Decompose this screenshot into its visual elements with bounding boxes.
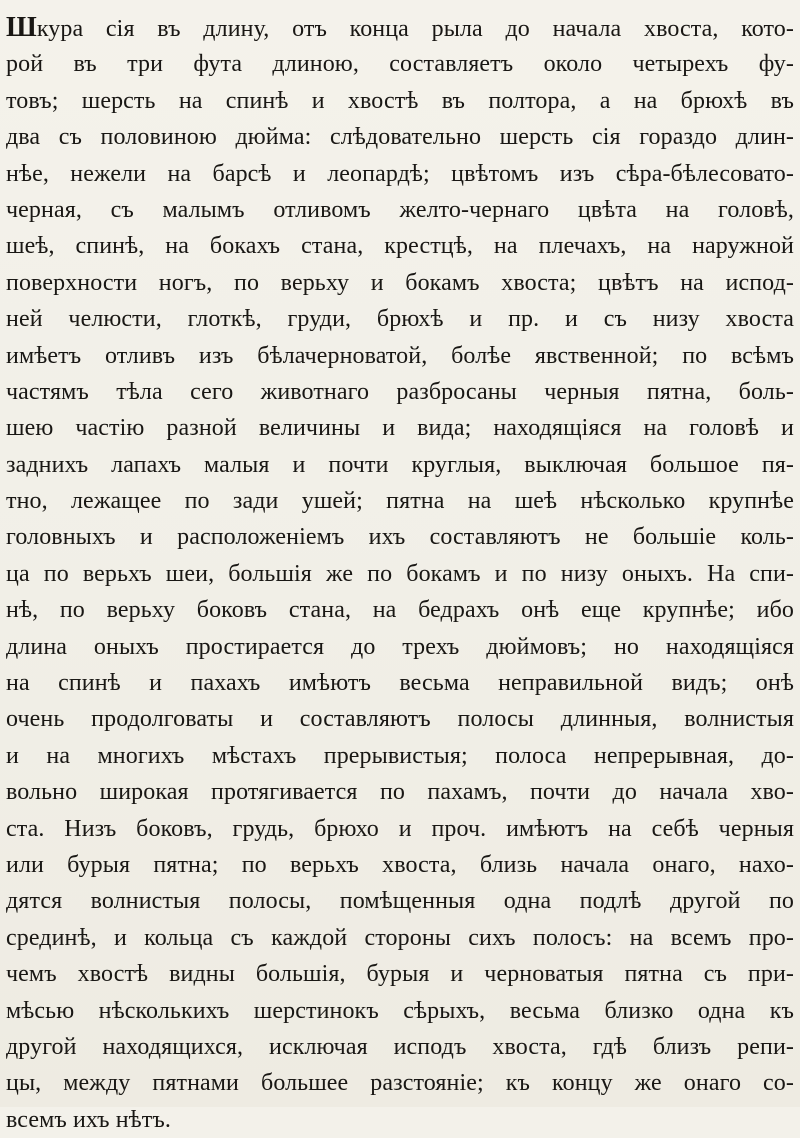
text-line: частямъ тѣла сего животнаго разбросаны черныя пятна, боль- <box>6 378 794 405</box>
text-line: Шкура сія въ длину, отъ конца рыла до начала хвоста, кото- <box>6 12 794 43</box>
text-line: другой находящихся, исключая исподъ хвоста, гдѣ близъ репи- <box>6 1033 794 1060</box>
text-line: очень продолговаты и составляютъ полосы длинныя, волнистыя <box>6 706 794 733</box>
text-line: или бурыя пятна; по верьхъ хвоста, близь начала онаго, нахо- <box>6 851 794 878</box>
text-line: мѣсью нѣсколькихъ шерстинокъ сѣрыхъ, весьма близко одна къ <box>6 997 794 1024</box>
text-line: цы, между пятнами большее разстояніе; къ концу же онаго со- <box>6 1070 794 1097</box>
text-line: товъ; шерсть на спинѣ и хвостѣ въ полтора, а на брюхѣ въ <box>6 87 794 114</box>
text-line: черная, съ малымъ отливомъ желто-чернаго цвѣта на головѣ, <box>6 196 794 223</box>
text-line: поверхности ногъ, по верьху и бокамъ хвоста; цвѣтъ на испод- <box>6 269 794 296</box>
text-line: чемъ хвостѣ видны большія, бурыя и черноватыя пятна съ при- <box>6 961 794 988</box>
text-line: нѣе, нежели на барсѣ и леопардѣ; цвѣтомъ изъ сѣра-бѣлесовато- <box>6 160 794 187</box>
text-line: два съ половиною дюйма: слѣдовательно шерсть сія гораздо длин- <box>6 124 794 151</box>
text-line: шеѣ, спинѣ, на бокахъ стана, крестцѣ, на плечахъ, на наружной <box>6 233 794 260</box>
text-line: длина оныхъ простирается до трехъ дюймовъ; но находящіяся <box>6 633 794 660</box>
text-line: головныхъ и расположеніемъ ихъ составляютъ не большіе коль- <box>6 524 794 551</box>
text-line: шею частію разной величины и вида; находящіяся на головѣ и <box>6 415 794 442</box>
text-line: тно, лежащее по зади ушей; пятна на шеѣ нѣсколько крупнѣе <box>6 488 794 515</box>
text-line: на спинѣ и пахахъ имѣютъ весьма неправильной видъ; онѣ <box>6 670 794 697</box>
text-line: срединѣ, и кольца съ каждой стороны сихъ полосъ: на всемъ про- <box>6 924 794 951</box>
text-line: дятся волнистыя полосы, помѣщенныя одна подлѣ другой по <box>6 888 794 915</box>
body-text <box>6 10 794 1138</box>
text-line: всемъ ихъ нѣтъ. <box>6 1106 171 1133</box>
text-line: имѣетъ отливъ изъ бѣлачерноватой, болѣе явственной; по всѣмъ <box>6 342 794 369</box>
text-line: заднихъ лапахъ малыя и почти круглыя, выключая большое пя- <box>6 451 794 478</box>
text-line: вольно широкая протягивается по пахамъ, почти до начала хво- <box>6 779 794 806</box>
text-line: рой въ три фута длиною, составляетъ около четырехъ фу- <box>6 51 794 78</box>
text-line: ста. Низъ боковъ, грудь, брюхо и проч. имѣютъ на себѣ черныя <box>6 815 794 842</box>
initial-letter: Ш <box>6 12 37 43</box>
text-line: нѣ, по верьху боковъ стана, на бедрахъ онѣ еще крупнѣе; ибо <box>6 597 794 624</box>
text-line: и на многихъ мѣстахъ прерывистыя; полоса непрерывная, до- <box>6 742 794 769</box>
text-line: ца по верьхъ шеи, большія же по бокамъ и по низу оныхъ. На спи- <box>6 560 794 587</box>
text-line: ней челюсти, глоткѣ, груди, брюхѣ и пр. и съ низу хвоста <box>6 306 794 333</box>
